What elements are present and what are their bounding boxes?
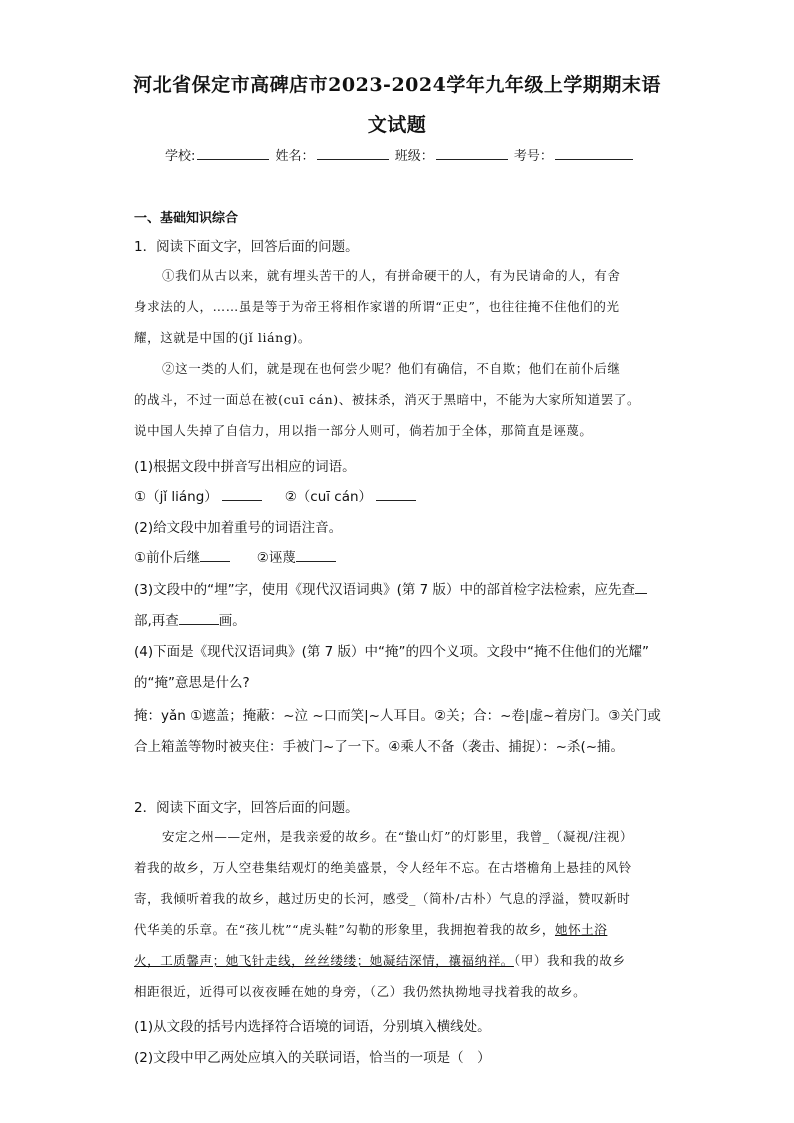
pinyin-item-2: ②（cuī cán）	[284, 489, 373, 505]
q2-passage-text: 代华美的乐章。在“孩儿枕”“虎头鞋”勾勒的形象里，我拥抱着我的故乡，	[134, 922, 555, 937]
answer-blank[interactable]	[635, 581, 647, 594]
q1-passage-line: 的战斗，不过一面总在被(cuī cán)、被抹杀，消灭于黑暗中，不能为大家所知道罢了。	[134, 392, 641, 407]
dictionary-entry: 合上箱盖等物时被夹住：手被门~了一下。④乘人不备（袭击、捕捉）：~杀(~捕。	[134, 739, 625, 755]
q2-passage-line: 寄，我倾听着我的故乡，越过历史的长河，感受_（简朴/古朴）气息的浮溢，赞叹新时	[134, 891, 631, 906]
name-blank[interactable]	[317, 147, 389, 160]
q1-sub-1: (1)根据文段中拼音写出相应的词语。	[134, 459, 356, 475]
q1-sub-4-line: 的“掩”意思是什么?	[134, 675, 250, 691]
q1-passage-line: 身求法的人，……虽是等于为帝王将相作家谱的所谓“正史”，也往往掩不住他们的光	[134, 299, 620, 314]
exam-title-line-2: 文试题	[367, 114, 427, 136]
school-label: 学校:	[165, 149, 196, 164]
q2-sub-2: (2)文段中甲乙两处应填入的关联词语，恰当的一项是（ ）	[134, 1050, 491, 1066]
q2-underlined-text: 火，工质馨声；她飞针走线，丝丝缕缕；她凝结深情，禳福纳祥。	[134, 953, 514, 968]
question-2-prompt: 2．阅读下面文字，回答后面的问题。	[134, 800, 359, 816]
answer-blank[interactable]	[222, 488, 262, 501]
q1-passage-line: ②这一类的人们，就是现在也何尝少呢？他们有确信，不自欺；他们在前仆后继	[162, 361, 621, 376]
q1-sub-4-line: (4)下面是《现代汉语词典》(第 7 版）中“掩”的四个义项。文段中“掩不住他们的光耀”	[134, 644, 650, 660]
q2-passage-text: （甲）我和我的故乡	[513, 953, 626, 968]
q2-passage-line	[134, 920, 607, 938]
answer-blank[interactable]	[200, 549, 230, 562]
q1-sub-3-text: 画。	[218, 613, 246, 629]
class-blank[interactable]	[436, 147, 508, 160]
q1-sub-1-answers	[134, 485, 416, 505]
q2-passage-line: 相距很近，近得可以夜夜睡在她的身旁，（乙）我仍然执拗地寻找着我的故乡。	[134, 984, 587, 999]
q1-sub-2: (2)给文段中加着重号的词语注音。	[134, 520, 343, 536]
word-item-2: ②诬蔑	[256, 550, 296, 566]
name-label: 姓名：	[275, 149, 315, 164]
student-info-row	[165, 145, 635, 164]
q2-sub-1: (1)从文段的括号内选择符合语境的词语，分别填入横线处。	[134, 1019, 491, 1035]
number-blank[interactable]	[555, 147, 633, 160]
q1-sub-2-answers	[134, 546, 336, 566]
q1-sub-3-text: (3)文段中的“埋”字，使用《现代汉语词典》(第 7 版）中的部首检字法检索，应先查	[134, 582, 636, 598]
q1-passage-line: 耀，这就是中国的(jǐ liáng)。	[134, 330, 312, 345]
number-label: 考号：	[513, 149, 553, 164]
question-1-prompt: 1．阅读下面文字，回答后面的问题。	[134, 239, 359, 255]
class-label: 班级：	[394, 149, 434, 164]
section-heading: 一、基础知识综合	[134, 211, 239, 226]
q1-passage-line: 说中国人失掉了自信力，用以指一部分人则可，倘若加于全体，那简直是诬蔑。	[134, 423, 593, 438]
q1-sub-3-text: 部,再查	[134, 613, 179, 629]
dictionary-entry: 掩：yǎn ①遮盖；掩蔽：~泣 ~口而笑|~人耳目。②关；合：~卷|虚~着房门。③关门或	[134, 708, 661, 724]
q1-passage-line: ①我们从古以来，就有埋头苦干的人，有拼命硬干的人，有为民请命的人，有舍	[162, 268, 621, 283]
q2-passage-line: 安定之州——定州，是我亲爱的故乡。在“蛰山灯”的灯影里，我曾_（凝视/注视）	[162, 829, 634, 844]
q2-underlined-text: 她怀土浴	[554, 922, 608, 937]
answer-blank[interactable]	[179, 612, 219, 625]
exam-title-line-1: 河北省保定市高碑店市2023-2024学年九年级上学期期末语	[133, 74, 661, 96]
word-item-1: ①前仆后继	[134, 550, 201, 566]
pinyin-item-1: ①（jǐ liáng）	[134, 489, 218, 505]
q1-sub-3-line	[134, 609, 246, 629]
q2-passage-line: 着我的故乡，万人空巷集结观灯的绝美盛景，令人经年不忘。在古塔檐角上悬挂的风铃	[134, 860, 632, 875]
answer-blank[interactable]	[376, 488, 416, 501]
answer-blank[interactable]	[296, 549, 336, 562]
q1-sub-3-line	[134, 578, 647, 598]
school-blank[interactable]	[197, 147, 269, 160]
q2-passage-line	[134, 951, 626, 969]
